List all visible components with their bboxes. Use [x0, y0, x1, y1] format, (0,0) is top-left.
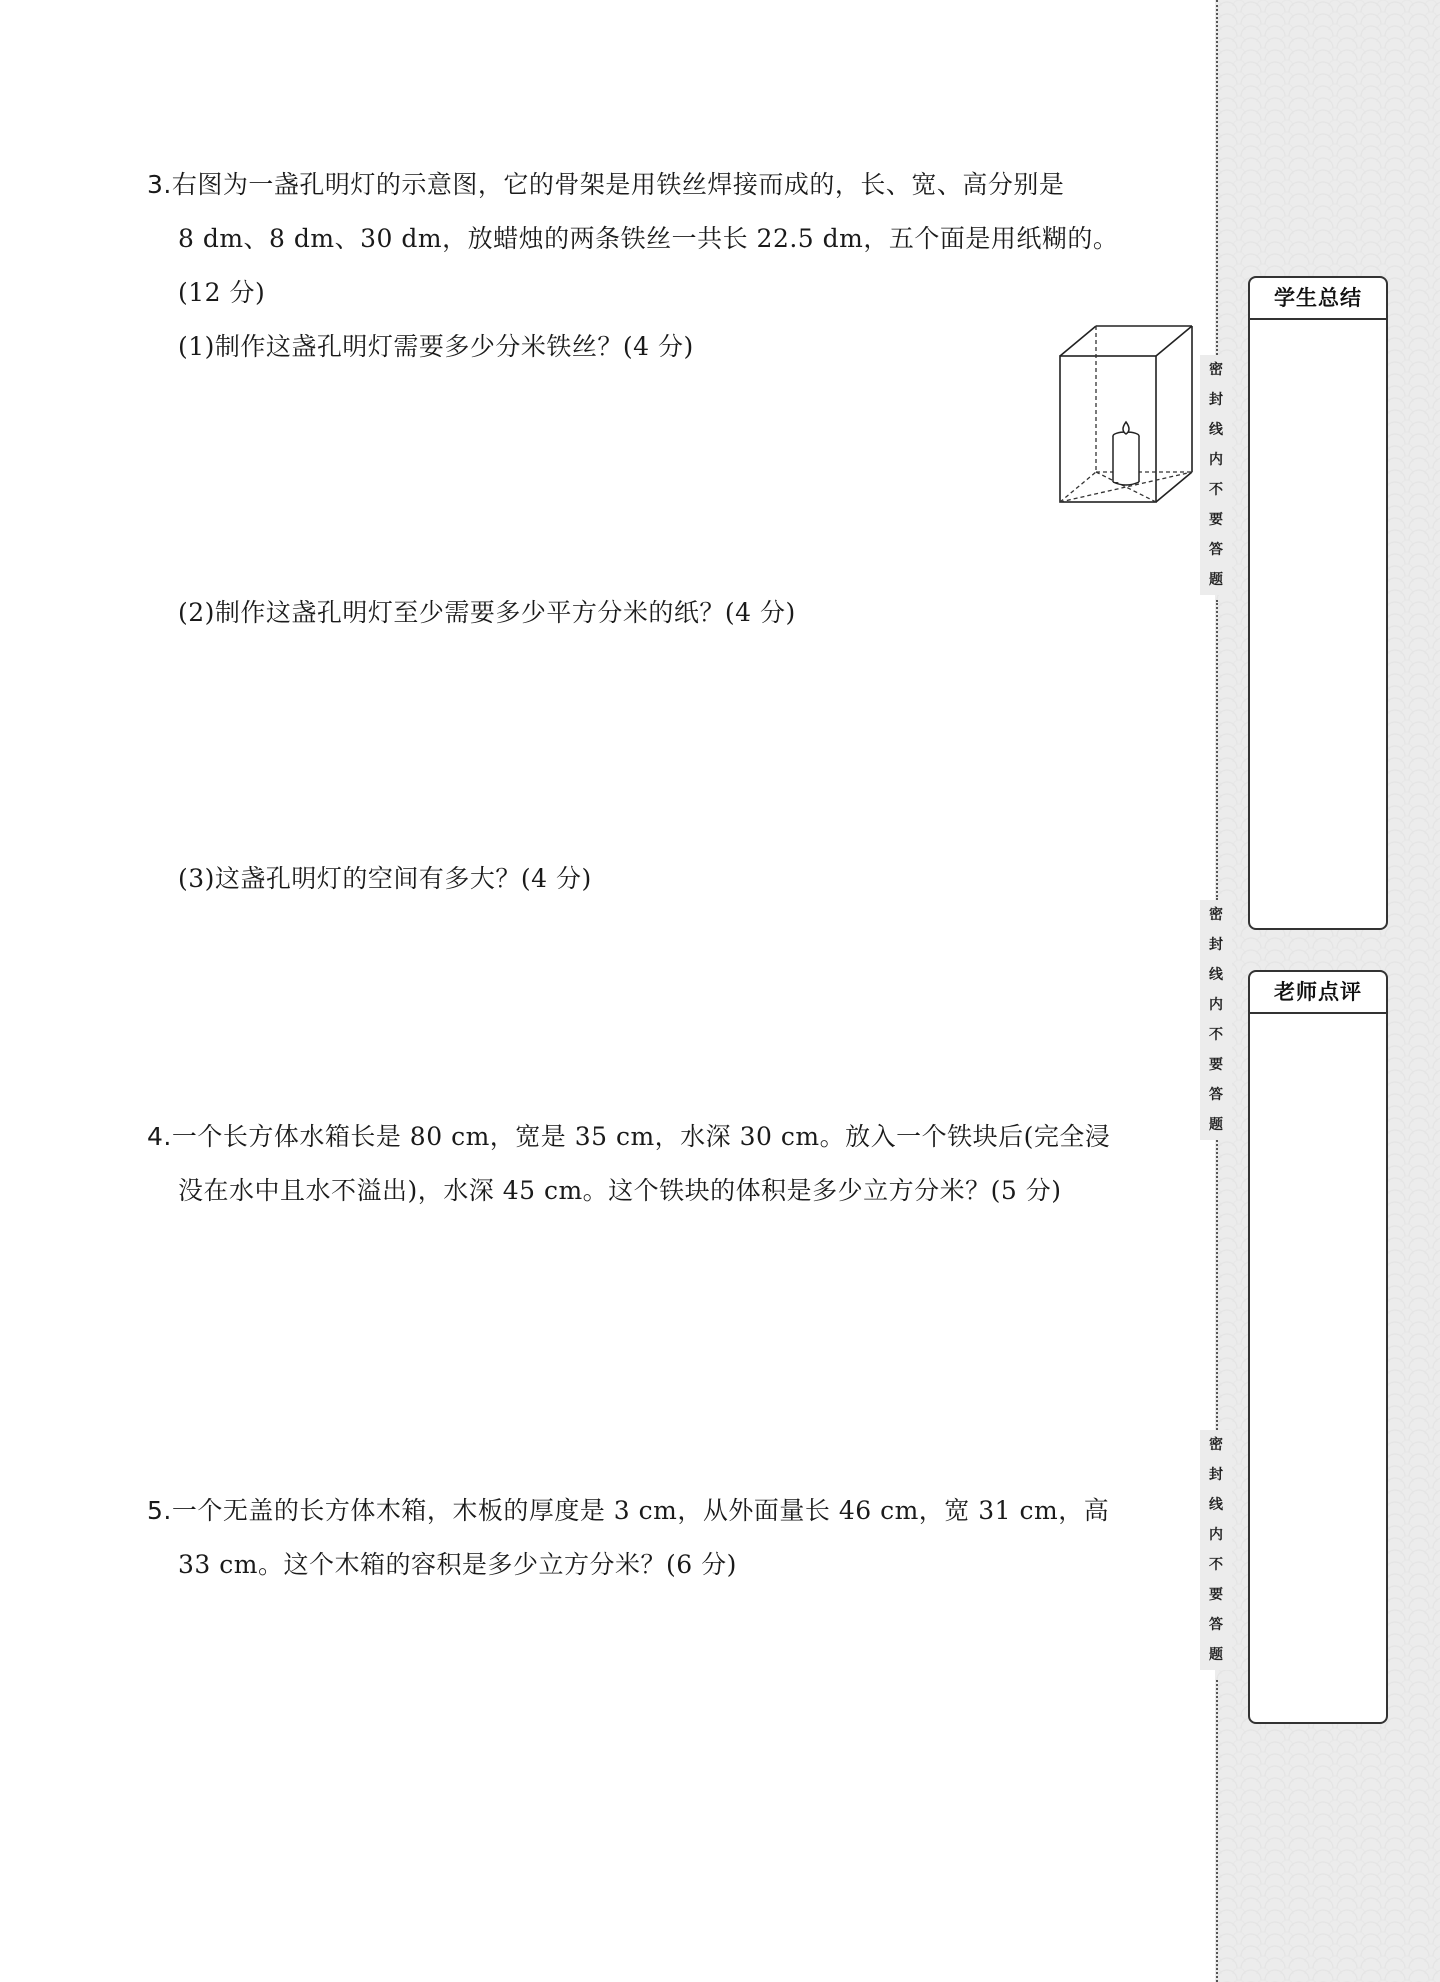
question-3-line-2: 8 dm、8 dm、30 dm，放蜡烛的两条铁丝一共长 22.5 dm，五个面是用纸糊的。	[178, 224, 1119, 253]
seal-notice-3: 密 封 线 内 不 要 答 题	[1200, 1430, 1232, 1670]
seal-dotted-line	[1216, 600, 1218, 900]
question-5-line-2: 33 cm。这个木箱的容积是多少立方分米？(6 分)	[178, 1550, 737, 1579]
seal-dotted-line	[1216, 1680, 1218, 1982]
question-3-sub-1: (1)制作这盏孔明灯需要多少分米铁丝？(4 分)	[178, 332, 694, 361]
lantern-box-with-candle-icon	[1058, 324, 1194, 504]
student-summary-title: 学生总结	[1250, 278, 1386, 320]
seal-dotted-line	[1216, 0, 1218, 355]
question-5-number: 5.	[147, 1496, 172, 1525]
question-3-number: 3.	[147, 170, 172, 199]
question-5-line-1: 5.一个无盖的长方体木箱，木板的厚度是 3 cm，从外面量长 46 cm，宽 31 cm，高	[147, 1496, 1110, 1525]
seal-dotted-line	[1216, 1140, 1218, 1430]
lantern-diagram	[1058, 324, 1194, 504]
question-3-sub-2: (2)制作这盏孔明灯至少需要多少平方分米的纸？(4 分)	[178, 598, 796, 627]
student-summary-box[interactable]	[1248, 276, 1388, 930]
question-4-number: 4.	[147, 1122, 172, 1151]
teacher-comment-title: 老师点评	[1250, 972, 1386, 1014]
question-3-line-1: 3.右图为一盏孔明灯的示意图，它的骨架是用铁丝焊接而成的，长、宽、高分别是	[147, 170, 1065, 199]
seal-notice-1: 密 封 线 内 不 要 答 题	[1200, 355, 1232, 595]
seal-notice-2: 密 封 线 内 不 要 答 题	[1200, 900, 1232, 1140]
question-3-sub-3: (3)这盏孔明灯的空间有多大？(4 分)	[178, 864, 592, 893]
question-3-points: (12 分)	[178, 278, 266, 307]
question-4-line-1: 4.一个长方体水箱长是 80 cm，宽是 35 cm，水深 30 cm。放入一个铁块后(完全浸	[147, 1122, 1111, 1151]
teacher-comment-box[interactable]	[1248, 970, 1388, 1724]
question-4-line-2: 没在水中且水不溢出)，水深 45 cm。这个铁块的体积是多少立方分米？(5 分)	[178, 1176, 1062, 1205]
